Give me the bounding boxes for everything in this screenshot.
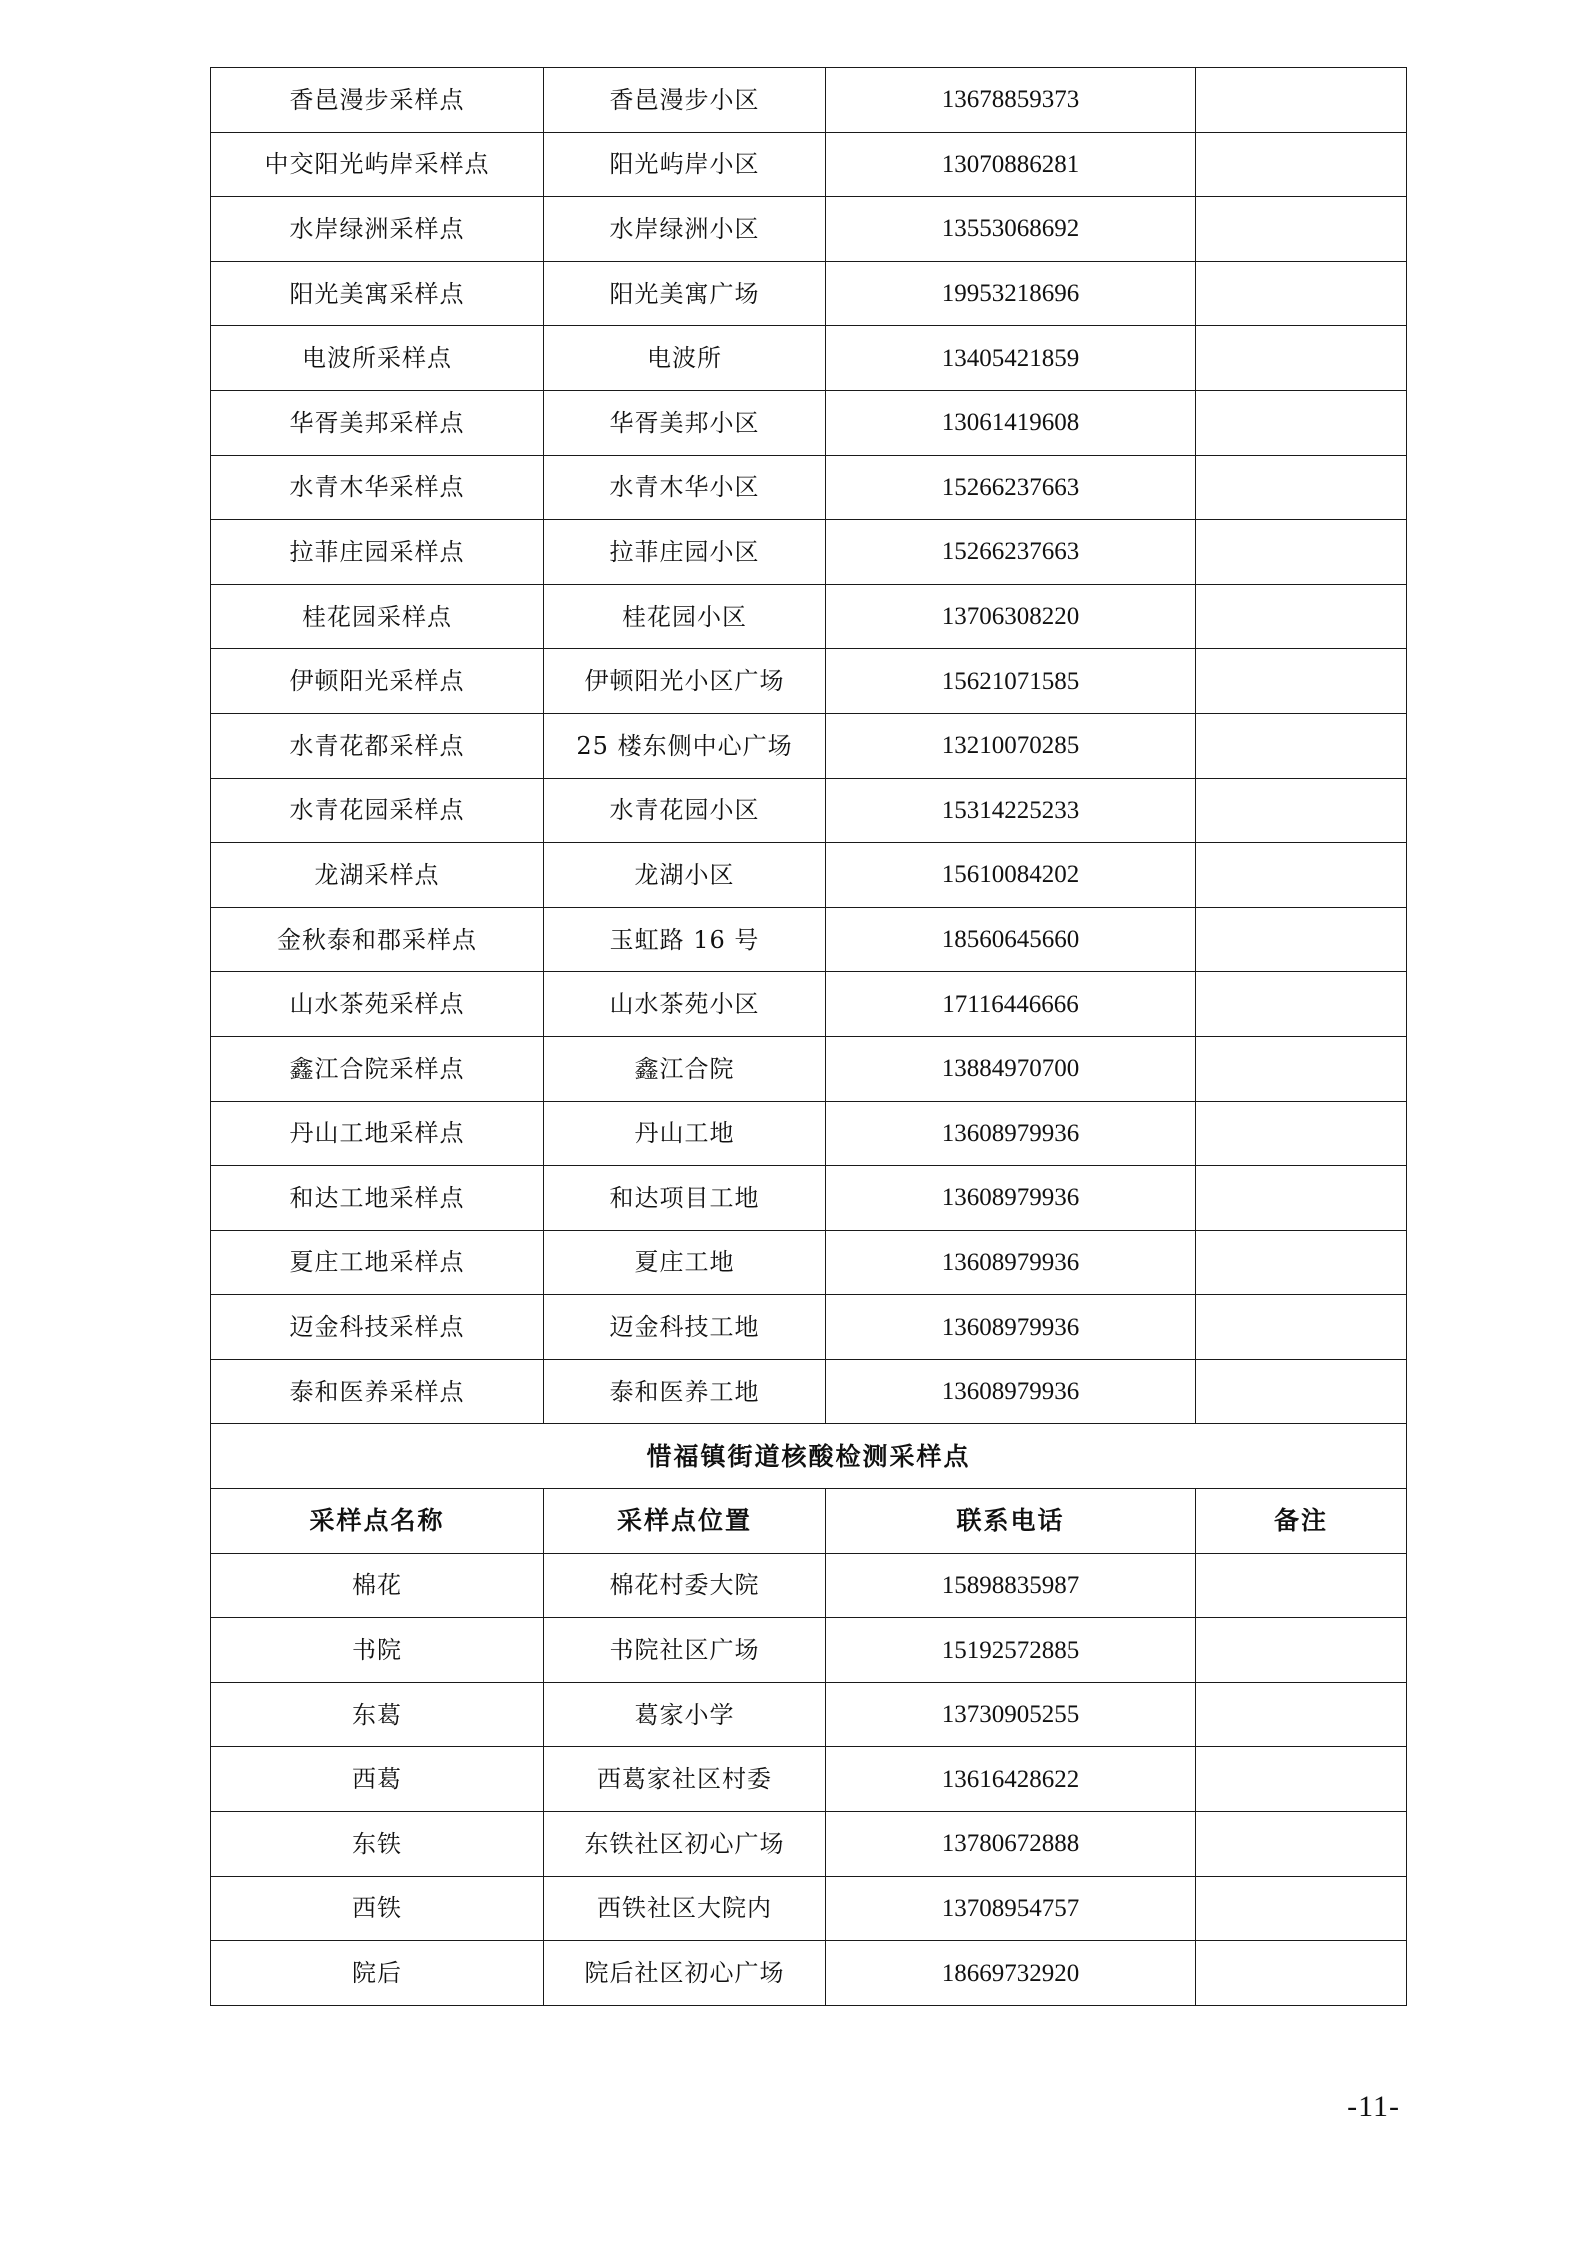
remarks-cell xyxy=(1196,132,1407,197)
sampling-point-location: 西葛家社区村委 xyxy=(544,1747,826,1812)
contact-phone: 13405421859 xyxy=(826,326,1196,391)
sampling-point-name: 阳光美寓采样点 xyxy=(211,261,544,326)
page-number: -11- xyxy=(1347,2090,1400,2123)
contact-phone: 17116446666 xyxy=(826,972,1196,1037)
remarks-cell xyxy=(1196,68,1407,133)
sampling-point-name: 迈金科技采样点 xyxy=(211,1295,544,1360)
sampling-point-name: 拉菲庄园采样点 xyxy=(211,520,544,585)
sampling-point-location: 泰和医养工地 xyxy=(544,1359,826,1424)
table-row xyxy=(211,132,1407,197)
table-row xyxy=(211,584,1407,649)
table-row xyxy=(211,1941,1407,2006)
sampling-point-location: 棉花村委大院 xyxy=(544,1553,826,1618)
contact-phone: 18669732920 xyxy=(826,1941,1196,2006)
contact-phone: 13608979936 xyxy=(826,1230,1196,1295)
sampling-point-location: 夏庄工地 xyxy=(544,1230,826,1295)
contact-phone: 13553068692 xyxy=(826,197,1196,262)
contact-phone: 15192572885 xyxy=(826,1618,1196,1683)
sampling-point-location: 玉虹路 16 号 xyxy=(544,907,826,972)
sampling-point-location: 和达项目工地 xyxy=(544,1166,826,1231)
table-row xyxy=(211,455,1407,520)
table-row xyxy=(211,1682,1407,1747)
sampling-point-location: 院后社区初心广场 xyxy=(544,1941,826,2006)
table-row xyxy=(211,1618,1407,1683)
table-row xyxy=(211,326,1407,391)
remarks-cell xyxy=(1196,1359,1407,1424)
remarks-cell xyxy=(1196,197,1407,262)
sampling-point-location: 阳光屿岸小区 xyxy=(544,132,826,197)
sampling-point-location: 桂花园小区 xyxy=(544,584,826,649)
contact-phone: 13608979936 xyxy=(826,1359,1196,1424)
contact-phone: 13608979936 xyxy=(826,1101,1196,1166)
sampling-point-name: 和达工地采样点 xyxy=(211,1166,544,1231)
sampling-point-name: 鑫江合院采样点 xyxy=(211,1036,544,1101)
sampling-point-name: 泰和医养采样点 xyxy=(211,1359,544,1424)
contact-phone: 15898835987 xyxy=(826,1553,1196,1618)
table-row xyxy=(211,1359,1407,1424)
sampling-point-name: 伊顿阳光采样点 xyxy=(211,649,544,714)
sampling-point-name: 中交阳光屿岸采样点 xyxy=(211,132,544,197)
contact-phone: 13608979936 xyxy=(826,1295,1196,1360)
table-row xyxy=(211,649,1407,714)
contact-phone: 15266237663 xyxy=(826,455,1196,520)
remarks-cell xyxy=(1196,1101,1407,1166)
remarks-cell xyxy=(1196,1941,1407,2006)
table-row xyxy=(211,68,1407,133)
table-row xyxy=(211,972,1407,1037)
sampling-point-name: 山水茶苑采样点 xyxy=(211,972,544,1037)
sampling-point-name: 水青木华采样点 xyxy=(211,455,544,520)
contact-phone: 13070886281 xyxy=(826,132,1196,197)
table-row xyxy=(211,907,1407,972)
header-remarks: 备注 xyxy=(1196,1489,1407,1554)
table-row xyxy=(211,1553,1407,1618)
remarks-cell xyxy=(1196,1166,1407,1231)
table-row xyxy=(211,1747,1407,1812)
table-row xyxy=(211,197,1407,262)
remarks-cell xyxy=(1196,584,1407,649)
contact-phone: 18560645660 xyxy=(826,907,1196,972)
contact-phone: 13884970700 xyxy=(826,1036,1196,1101)
remarks-cell xyxy=(1196,713,1407,778)
sampling-point-name: 水青花都采样点 xyxy=(211,713,544,778)
contact-phone: 13678859373 xyxy=(826,68,1196,133)
remarks-cell xyxy=(1196,520,1407,585)
table-body xyxy=(211,68,1407,2006)
remarks-cell xyxy=(1196,261,1407,326)
table-row xyxy=(211,1036,1407,1101)
table-row xyxy=(211,843,1407,908)
sampling-points-table xyxy=(210,67,1407,2006)
contact-phone: 13780672888 xyxy=(826,1812,1196,1877)
table-header-row xyxy=(211,1489,1407,1554)
sampling-point-location: 葛家小学 xyxy=(544,1682,826,1747)
contact-phone: 13708954757 xyxy=(826,1876,1196,1941)
remarks-cell xyxy=(1196,455,1407,520)
sampling-point-location: 山水茶苑小区 xyxy=(544,972,826,1037)
contact-phone: 13210070285 xyxy=(826,713,1196,778)
sampling-point-location: 25 楼东侧中心广场 xyxy=(544,713,826,778)
remarks-cell xyxy=(1196,326,1407,391)
header-sampling-point-location: 采样点位置 xyxy=(544,1489,826,1554)
sampling-point-name: 香邑漫步采样点 xyxy=(211,68,544,133)
table-row xyxy=(211,778,1407,843)
sampling-point-name: 西葛 xyxy=(211,1747,544,1812)
sampling-point-name: 丹山工地采样点 xyxy=(211,1101,544,1166)
contact-phone: 13608979936 xyxy=(826,1166,1196,1231)
table-row xyxy=(211,1876,1407,1941)
remarks-cell xyxy=(1196,778,1407,843)
remarks-cell xyxy=(1196,1036,1407,1101)
remarks-cell xyxy=(1196,1553,1407,1618)
sampling-point-name: 东葛 xyxy=(211,1682,544,1747)
sampling-point-location: 阳光美寓广场 xyxy=(544,261,826,326)
contact-phone: 13061419608 xyxy=(826,390,1196,455)
sampling-point-name: 水岸绿洲采样点 xyxy=(211,197,544,262)
sampling-point-location: 拉菲庄园小区 xyxy=(544,520,826,585)
sampling-point-location: 迈金科技工地 xyxy=(544,1295,826,1360)
sampling-point-location: 龙湖小区 xyxy=(544,843,826,908)
sampling-point-name: 电波所采样点 xyxy=(211,326,544,391)
sampling-point-name: 东铁 xyxy=(211,1812,544,1877)
sampling-point-name: 西铁 xyxy=(211,1876,544,1941)
remarks-cell xyxy=(1196,907,1407,972)
table-row xyxy=(211,713,1407,778)
contact-phone: 13730905255 xyxy=(826,1682,1196,1747)
section-title: 惜福镇街道核酸检测采样点 xyxy=(211,1424,1407,1489)
sampling-point-name: 金秋泰和郡采样点 xyxy=(211,907,544,972)
remarks-cell xyxy=(1196,1876,1407,1941)
sampling-point-location: 电波所 xyxy=(544,326,826,391)
table-row xyxy=(211,1101,1407,1166)
contact-phone: 15621071585 xyxy=(826,649,1196,714)
section-title-row xyxy=(211,1424,1407,1489)
remarks-cell xyxy=(1196,1682,1407,1747)
remarks-cell xyxy=(1196,1295,1407,1360)
remarks-cell xyxy=(1196,1812,1407,1877)
table-row xyxy=(211,1295,1407,1360)
contact-phone: 13616428622 xyxy=(826,1747,1196,1812)
contact-phone: 13706308220 xyxy=(826,584,1196,649)
table-row xyxy=(211,1812,1407,1877)
sampling-point-location: 水青花园小区 xyxy=(544,778,826,843)
sampling-point-location: 水岸绿洲小区 xyxy=(544,197,826,262)
contact-phone: 15610084202 xyxy=(826,843,1196,908)
sampling-point-location: 香邑漫步小区 xyxy=(544,68,826,133)
remarks-cell xyxy=(1196,649,1407,714)
table-row xyxy=(211,390,1407,455)
remarks-cell xyxy=(1196,972,1407,1037)
sampling-point-name: 华胥美邦采样点 xyxy=(211,390,544,455)
table-row xyxy=(211,520,1407,585)
contact-phone: 15266237663 xyxy=(826,520,1196,585)
remarks-cell xyxy=(1196,843,1407,908)
sampling-point-name: 水青花园采样点 xyxy=(211,778,544,843)
remarks-cell xyxy=(1196,1230,1407,1295)
table-row xyxy=(211,1230,1407,1295)
sampling-point-location: 东铁社区初心广场 xyxy=(544,1812,826,1877)
remarks-cell xyxy=(1196,1747,1407,1812)
table-row xyxy=(211,261,1407,326)
sampling-point-location: 西铁社区大院内 xyxy=(544,1876,826,1941)
sampling-point-location: 华胥美邦小区 xyxy=(544,390,826,455)
remarks-cell xyxy=(1196,390,1407,455)
remarks-cell xyxy=(1196,1618,1407,1683)
sampling-point-name: 棉花 xyxy=(211,1553,544,1618)
sampling-point-location: 鑫江合院 xyxy=(544,1036,826,1101)
table-row xyxy=(211,1166,1407,1231)
sampling-point-location: 水青木华小区 xyxy=(544,455,826,520)
sampling-point-name: 院后 xyxy=(211,1941,544,2006)
contact-phone: 19953218696 xyxy=(826,261,1196,326)
header-sampling-point-name: 采样点名称 xyxy=(211,1489,544,1554)
sampling-point-location: 丹山工地 xyxy=(544,1101,826,1166)
sampling-point-location: 伊顿阳光小区广场 xyxy=(544,649,826,714)
header-contact-phone: 联系电话 xyxy=(826,1489,1196,1554)
sampling-point-name: 桂花园采样点 xyxy=(211,584,544,649)
sampling-point-name: 夏庄工地采样点 xyxy=(211,1230,544,1295)
contact-phone: 15314225233 xyxy=(826,778,1196,843)
sampling-point-name: 书院 xyxy=(211,1618,544,1683)
sampling-point-name: 龙湖采样点 xyxy=(211,843,544,908)
sampling-point-location: 书院社区广场 xyxy=(544,1618,826,1683)
